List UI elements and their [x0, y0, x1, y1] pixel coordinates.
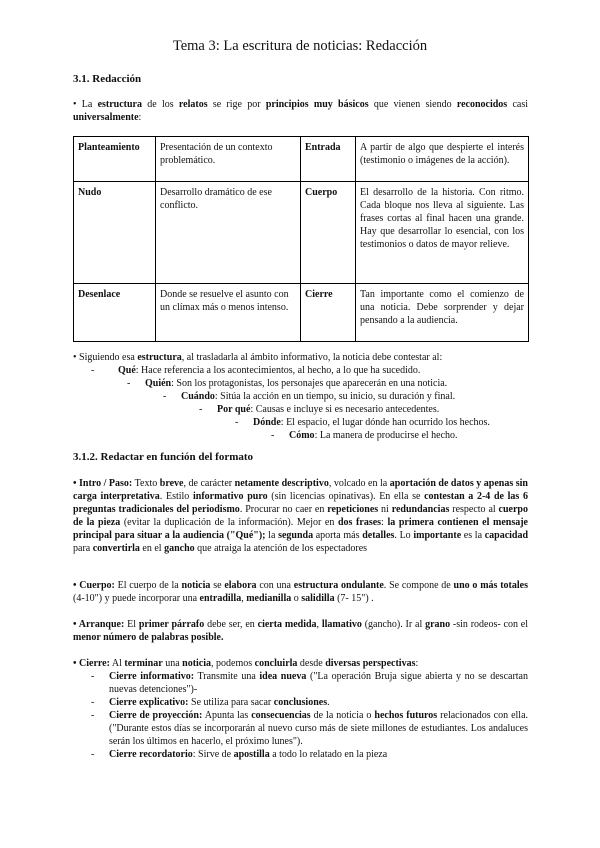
table-cell: Donde se resuelve el asunto con un clímax más o menos intenso.: [156, 284, 301, 342]
table-row: [74, 182, 529, 284]
table-cell: El desarrollo de la historia. Con ritmo. Cada bloque nos lleva al siguiente. Las frases cortas al final hacen una grande. Hay que desarrollar lo esencial, con los testimonios o datos de mayor relieve.: [356, 182, 529, 284]
table-cell: A partir de algo que despierte el interés (testimonio o imágenes de la acción).: [356, 137, 529, 182]
dash-bullet: -: [91, 710, 95, 721]
w-cuando: Cuándo: Sitúa la acción en un tiempo, su inicio, su duración y final.: [181, 391, 456, 402]
cierre-paragraph: • Cierre: Al terminar una noticia, podemos concluirla desde diversas perspectivas:: [73, 658, 419, 669]
table-cell: Planteamiento: [74, 137, 156, 182]
w-porque: Por qué: Causas e incluye si es necesario antecedentes.: [217, 404, 440, 415]
table-cell: Cierre: [301, 284, 356, 342]
table-cell: Cuerpo: [301, 182, 356, 284]
table-cell: Desenlace: [74, 284, 156, 342]
structure-table: [73, 136, 529, 342]
table-row: [74, 137, 529, 182]
dash-bullet: -: [91, 749, 95, 760]
dash-bullet: -: [163, 391, 167, 402]
table-cell: Desarrollo dramático de ese conflicto.: [156, 182, 301, 284]
table-cell: Presentación de un contexto problemático.: [156, 137, 301, 182]
cierre-explicativo: Cierre explicativo: Se utiliza para sacar conclusiones.: [109, 697, 330, 708]
dash-bullet: -: [271, 430, 275, 441]
dash-bullet: -: [127, 378, 131, 389]
table-cell: Tan importante como el comienzo de una noticia. Debe sorprender y dejar pensando a la audiencia.: [356, 284, 529, 342]
section-heading-3-1: 3.1. Redacción: [73, 73, 142, 85]
cierre-recordatorio: Cierre recordatorio: Sirve de apostilla a todo lo relatado en la pieza: [109, 749, 388, 760]
dash-bullet: -: [91, 365, 95, 376]
w-quien: Quién: Son los protagonistas, los personajes que aparecerán en una noticia.: [145, 378, 448, 389]
cuerpo-paragraph: • Cuerpo: El cuerpo de la noticia se elabora con una estructura ondulante. Se compone de uno o más totales (4-10") y puede incorporar una entradilla, medianilla o salidilla (7- 15") .: [73, 580, 528, 604]
section-heading-3-1-2: 3.1.2. Redactar en función del formato: [73, 451, 254, 463]
dash-bullet: -: [91, 697, 95, 708]
page-title: Tema 3: La escritura de noticias: Redacción: [172, 38, 428, 54]
dash-bullet: -: [199, 404, 203, 415]
dash-bullet: -: [91, 671, 95, 682]
table-cell: Nudo: [74, 182, 156, 284]
following-paragraph: • Siguiendo esa estructura, al trasladarla al ámbito informativo, la noticia debe contestar al:: [73, 352, 443, 363]
intro-paragraph: • La estructura de los relatos se rige por principios muy básicos que vienen siendo reconocidos casi universalmente:: [73, 99, 529, 123]
cierre-proyeccion: Cierre de proyección: Apunta las consecuencias de la noticia o hechos futuros relacionados con ella. ("Durante estos días se incorporarán al nuevo curso más de siete millones de estudiantes. Los andaluces serán los últimos en hacerlo, el próximo lunes").: [109, 710, 529, 747]
table-cell: Entrada: [301, 137, 356, 182]
dash-bullet: -: [235, 417, 239, 428]
arranque-paragraph: • Arranque: El primer párrafo debe ser, en cierta medida, llamativo (gancho). Ir al grano -sin rodeos- con el menor número de palabras posible.: [73, 619, 529, 643]
w-que: Qué: Hace referencia a los acontecimientos, al hecho, a lo que ha sucedido.: [118, 365, 421, 376]
w-donde: Dónde: El espacio, el lugar dónde han ocurrido los hechos.: [253, 417, 490, 428]
w-como: Cómo: La manera de producirse el hecho.: [289, 430, 458, 441]
table-row: [74, 284, 529, 342]
cierre-informativo: Cierre informativo: Transmite una idea nueva ("La operación Bruja sigue abierta y no se descartan nuevas detenciones")-: [109, 671, 528, 695]
intro-paso-paragraph: • Intro / Paso: Texto breve, de carácter netamente descriptivo, volcado en la aportación de datos y apenas sin carga interpretativa. Estilo informativo puro (sin licencias opinativas). En ella se contestan a 2-4 de las 6 preguntas tradicionales del periodismo. Procurar no caer en repeticiones ni redundancias respecto al cuerpo de la pieza (evitar la duplicación de la información). Mejor en dos frases: la primera contienen el mensaje principal para situar a la audiencia ("Qué"); la segunda aporta más detalles. Lo importante es la capacidad para convertirla en el gancho que atraiga la atención de los espectadores: [73, 478, 529, 554]
